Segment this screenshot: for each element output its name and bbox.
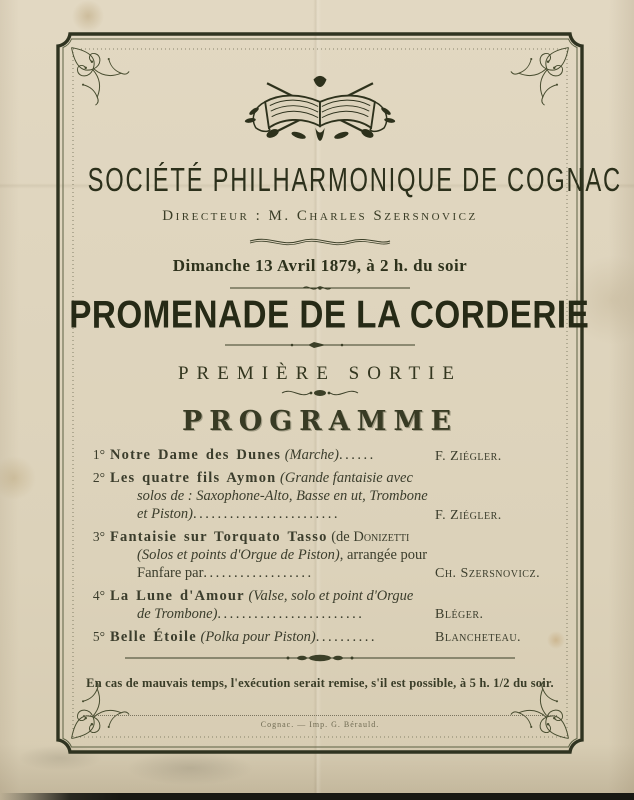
program-item-composer: Bléger.	[435, 607, 484, 623]
program-item-segment: ........................	[192, 505, 340, 522]
program-item-composer: Blancheteau.	[435, 630, 522, 646]
scan-edge-shadow	[0, 793, 634, 800]
director-line: Directeur : M. Charles Szersnovicz	[162, 208, 478, 224]
date-line: Dimanche 13 Avril 1879, à 2 h. du soir	[172, 256, 468, 275]
scroll-divider	[278, 387, 362, 399]
program-heading: PROGRAMME	[181, 406, 459, 437]
program-item-text	[110, 447, 430, 465]
program-item-text	[110, 588, 430, 624]
program-item-text	[110, 529, 430, 583]
program-item-number: 2°	[92, 469, 105, 485]
program-item-composer: F. Ziégler.	[435, 507, 502, 523]
program-item	[79, 470, 561, 524]
printed-border-frame	[56, 32, 622, 754]
program-item-number: 1°	[92, 447, 105, 462]
program-item-segment: (Valse, solo et point d'Orgue de Trombone)	[137, 587, 414, 622]
program-item-segment: Notre Dame des Dunes	[110, 447, 282, 463]
program-item-segment: (Marche)	[281, 447, 339, 463]
program-item-segment: Fantaisie sur Torquato Tasso	[110, 528, 328, 545]
program-item	[79, 529, 561, 583]
weather-note: En cas de mauvais temps, l'exécution serait remise, s'il est possible, à 5 h. 1/2 du soir.	[86, 675, 554, 690]
program-item-number: 4°	[92, 587, 105, 603]
event-title: PROMENADE DE LA CORDERIE	[69, 292, 590, 337]
program-item-text	[110, 470, 430, 524]
program-item-segment: ........................	[217, 605, 365, 622]
program-item	[79, 447, 561, 465]
program-item-segment: (Grande fantaisie avec solos de : Saxophone-Alto, Basse en ut, Trombone et Piston)	[137, 469, 428, 522]
program-item-segment: (Solos et points d'Orgue de Piston)	[137, 546, 340, 563]
society-title: SOCIÉTÉ PHILHARMONIQUE DE COGNAC	[87, 161, 622, 199]
program-item-segment: Donizetti	[353, 528, 410, 545]
program-item-segment: Les quatre fils Aymon	[110, 469, 277, 486]
program-item-segment: Belle Étoile	[110, 628, 197, 645]
program-item	[79, 588, 561, 624]
subtitle: PREMIÈRE SORTIE	[177, 363, 463, 384]
squiggle-divider	[245, 234, 395, 248]
program-item-segment: ..................	[203, 564, 314, 581]
knot-rule-divider	[225, 283, 415, 293]
music-trophy-icon	[241, 70, 399, 156]
program-list	[79, 447, 561, 647]
program-item-composer: F. Ziégler.	[435, 448, 502, 464]
program-item-segment: ......	[338, 447, 376, 463]
program-item-text	[110, 629, 430, 647]
program-item-segment: , arrangée pour Fanfare par	[137, 546, 428, 581]
long-rule-divider	[120, 652, 520, 664]
printer-credit: Cognac. — Imp. G. Bérauld.	[260, 719, 380, 729]
dotted-rule	[83, 715, 557, 716]
program-item-segment: ..........	[315, 628, 377, 645]
rule-divider	[220, 340, 420, 350]
program-item-composer: Ch. Szersnovicz.	[435, 566, 541, 582]
program-item-number: 5°	[92, 628, 105, 644]
program-item-segment: La Lune d'Amour	[110, 587, 245, 604]
program-item-segment: (Polka pour Piston)	[196, 628, 316, 645]
program-item	[79, 629, 561, 647]
program-item-number: 3°	[92, 528, 105, 544]
program-item-segment: (de	[327, 528, 354, 545]
